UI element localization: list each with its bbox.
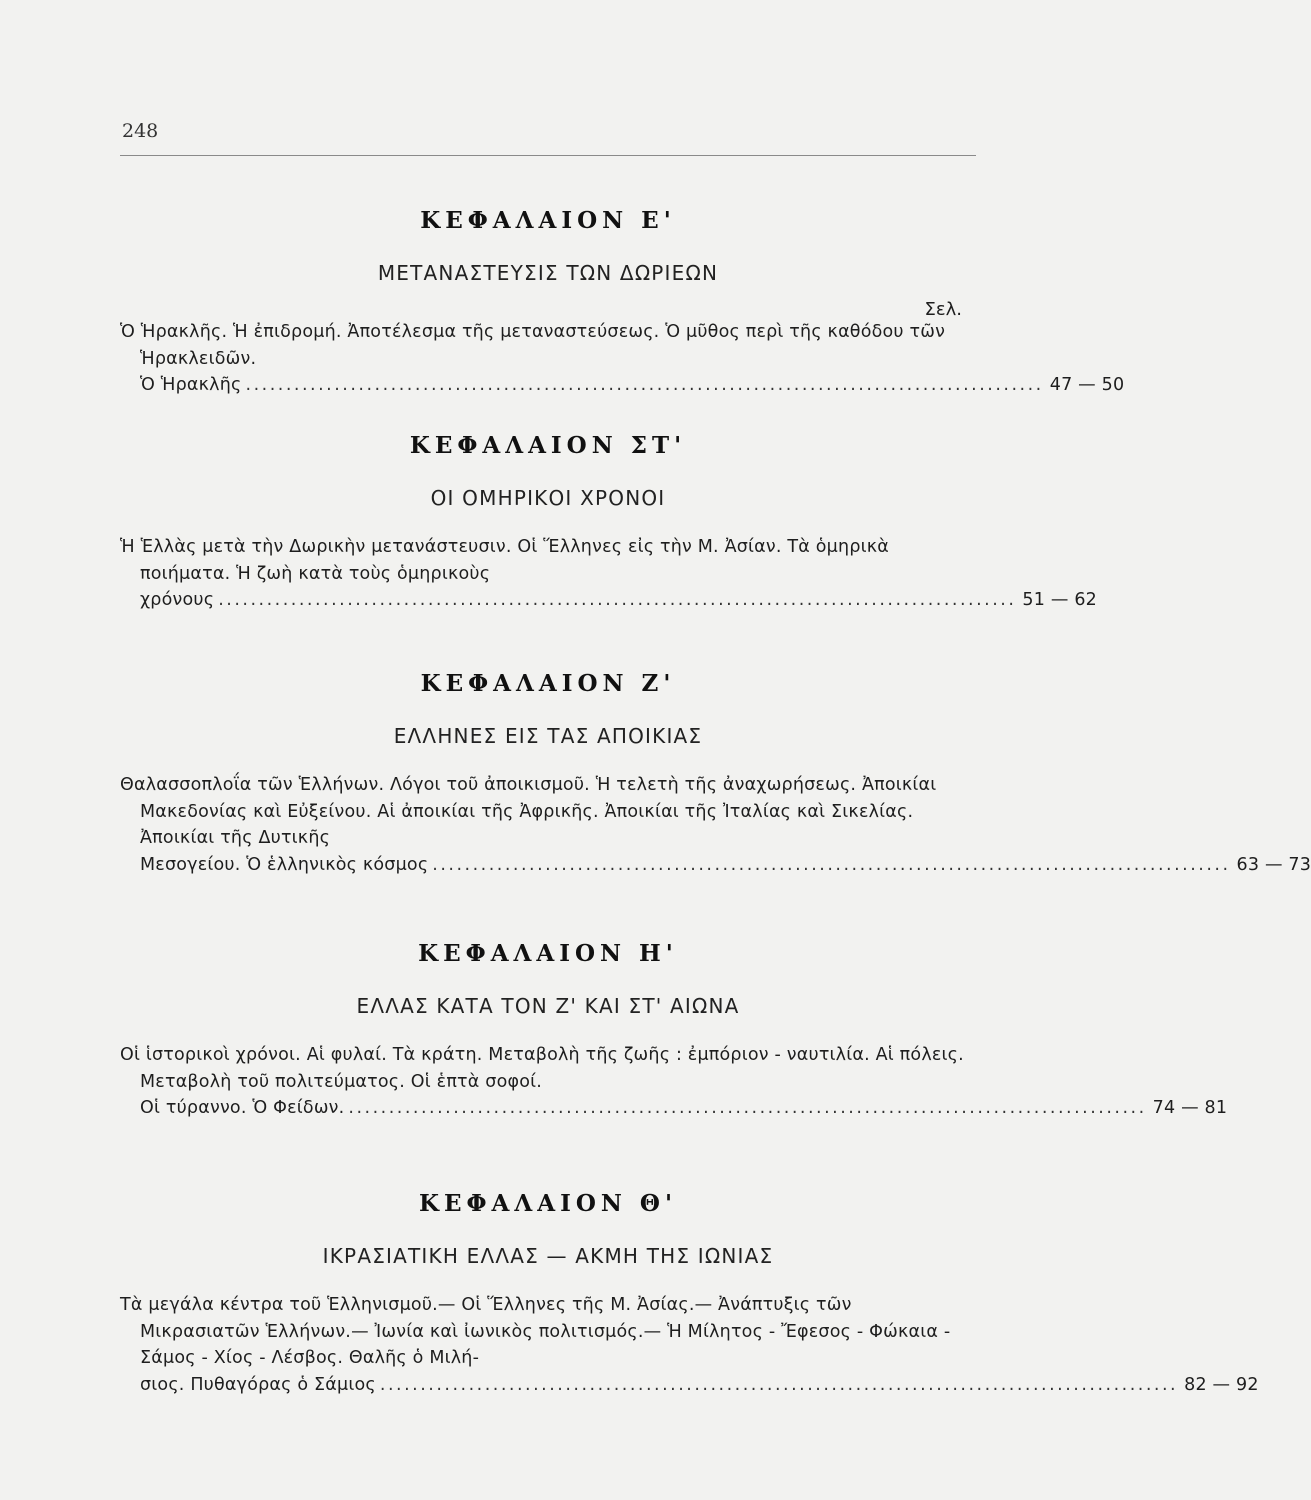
page-range: 51 — 62 bbox=[1022, 590, 1097, 610]
header-rule bbox=[120, 155, 976, 156]
chapter-i bbox=[120, 940, 1228, 1122]
chapter-contents bbox=[120, 319, 1125, 399]
contents-text: Οἱ ἱστορικοὶ χρόνοι. Αἱ φυλαί. Τὰ κράτη. Μεταβολὴ τῆς ζωῆς : ἐμπόριον - ναυτιλία. Αἱ πόλεις. Μεταβολὴ τοῦ πολιτεύματος. Οἱ ἑπτὰ σοφοί. bbox=[120, 1045, 964, 1092]
page-range: 74 — 81 bbox=[1152, 1098, 1228, 1118]
chapter-e bbox=[120, 207, 1125, 399]
contents-text: Ὁ Ἡρακλῆς. Ἡ ἐπιδρομή. Ἀποτέλεσμα τῆς μεταναστεύσεως. Ὁ μῦθος περὶ τῆς καθόδου τῶν Ἡρακλειδῶν. bbox=[120, 322, 946, 369]
chapter-st bbox=[120, 432, 1097, 614]
chapter-subtitle: ΕΛΛΑΣ ΚΑΤΑ ΤΟΝ Ζ' ΚΑΙ ΣΤ' ΑΙΩΝΑ bbox=[356, 994, 740, 1018]
chapter-th bbox=[120, 1190, 1259, 1398]
chapter-contents bbox=[120, 1042, 1228, 1122]
contents-last-text: χρόνους bbox=[140, 590, 215, 610]
contents-last-text: Μεσογείου. Ὁ ἑλληνικὸς κόσμος bbox=[140, 854, 429, 875]
chapter-title: ΚΕΦΑΛΑΙΟΝ ΣΤ' bbox=[409, 432, 687, 459]
chapter-z bbox=[120, 670, 1311, 878]
page-range: 47 — 50 bbox=[1049, 375, 1125, 395]
page-number: 248 bbox=[122, 120, 159, 142]
page-column-label: Σελ. bbox=[924, 299, 962, 320]
chapter-subtitle: ΕΛΛΗΝΕΣ ΕΙΣ ΤΑΣ ΑΠΟΙΚΙΑΣ bbox=[393, 724, 703, 748]
chapter-subtitle: ΙΚΡΑΣΙΑΤΙΚΗ ΕΛΛΑΣ — ΑΚΜΗ ΤΗΣ ΙΩΝΙΑΣ bbox=[322, 1244, 774, 1268]
contents-final-line bbox=[140, 1095, 1228, 1122]
page-range: 82 — 92 bbox=[1184, 1374, 1259, 1395]
dot-leader: ................................................................................................... bbox=[245, 375, 1044, 395]
chapter-title: ΚΕΦΑΛΑΙΟΝ Ε' bbox=[420, 207, 676, 234]
chapter-subtitle: ΜΕΤΑΝΑΣΤΕΥΣΙΣ ΤΩΝ ΔΩΡΙΕΩΝ bbox=[377, 261, 719, 285]
dot-leader: ................................................................................................... bbox=[218, 590, 1017, 610]
chapter-contents bbox=[120, 1292, 1259, 1398]
dot-leader: ................................................................................................... bbox=[379, 1374, 1179, 1395]
chapter-contents bbox=[120, 772, 1311, 878]
contents-last-text: σιος. Πυθαγόρας ὁ Σάμιος bbox=[140, 1374, 376, 1395]
dot-leader: ................................................................................................... bbox=[348, 1098, 1147, 1118]
contents-last-text: Οἱ τύραννο. Ὁ Φείδων. bbox=[140, 1098, 345, 1118]
contents-final-line bbox=[140, 587, 1097, 614]
chapter-subtitle: ΟΙ ΟΜΗΡΙΚΟΙ ΧΡΟΝΟΙ bbox=[430, 486, 666, 510]
dot-leader: ................................................................................................... bbox=[432, 854, 1231, 875]
contents-final-line bbox=[140, 852, 1311, 879]
contents-final-line bbox=[140, 372, 1125, 399]
chapter-title: ΚΕΦΑΛΑΙΟΝ Ζ' bbox=[420, 670, 676, 697]
contents-text: Ἡ Ἑλλὰς μετὰ τὴν Δωρικὴν μετανάστευσιν. Οἱ Ἕλληνες εἰς τὴν Μ. Ἀσίαν. Τὰ ὁμηρικὰ ποιήματα. Ἡ ζωὴ κατὰ τοὺς ὁμηρικοὺς bbox=[120, 537, 889, 584]
contents-last-text: Ὁ Ἡρακλῆς bbox=[140, 375, 242, 395]
contents-text: Τὰ μεγάλα κέντρα τοῦ Ἑλληνισμοῦ.— Οἱ Ἕλληνες τῆς Μ. Ἀσίας.— Ἀνάπτυξις τῶν Μικρασιατῶν Ἑλλήνων.— Ἰωνία καὶ ἰωνικὸς πολιτισμός.— Ἡ Μίλητος - Ἔφεσος - Φώκαια - Σάμος - Χίος - Λέσβος. Θαλῆς ὁ Μιλή- bbox=[120, 1295, 951, 1368]
page-range: 63 — 73 bbox=[1236, 854, 1311, 875]
chapter-contents bbox=[120, 534, 1097, 614]
contents-text: Θαλασσοπλοΐα τῶν Ἑλλήνων. Λόγοι τοῦ ἀποικισμοῦ. Ἡ τελετὴ τῆς ἀναχωρήσεως. Ἀποικίαι Μακεδονίας καὶ Εὐξείνου. Αἱ ἀποικίαι τῆς Ἀφρικῆς. Ἀποικίαι τῆς Ἰταλίας καὶ Σικελίας. Ἀποικίαι τῆς Δυτικῆς bbox=[120, 775, 937, 848]
chapter-title: ΚΕΦΑΛΑΙΟΝ Θ' bbox=[419, 1190, 677, 1217]
chapter-title: ΚΕΦΑΛΑΙΟΝ Η' bbox=[418, 940, 678, 967]
contents-final-line bbox=[140, 1372, 1259, 1399]
